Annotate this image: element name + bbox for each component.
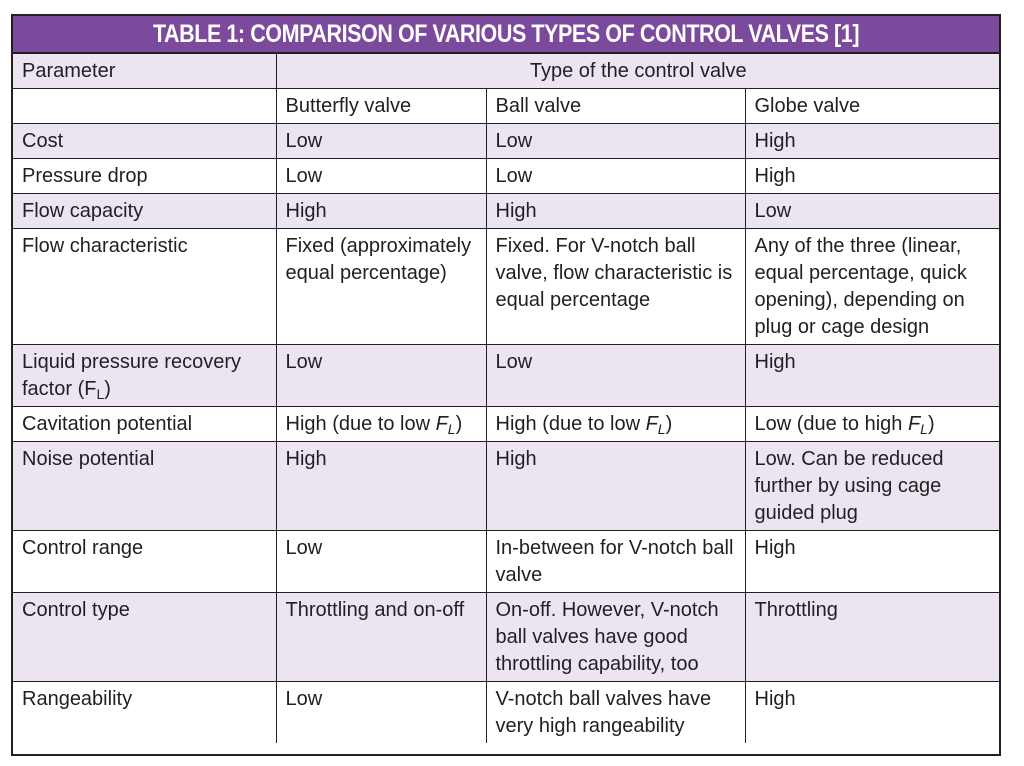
cell-text: Low (due to high (754, 413, 908, 435)
table-row (13, 159, 999, 194)
comparison-table (13, 54, 999, 743)
header-row-2 (13, 89, 999, 124)
cell-butterfly: Low (276, 159, 486, 194)
cell-ball: High (486, 194, 745, 229)
cell-param: Cavitation potential (13, 407, 276, 442)
cell-ball: Low (486, 124, 745, 159)
cell-param: Rangeability (13, 682, 276, 744)
cell-text: High (due to low (285, 413, 436, 435)
cell-butterfly: Low (276, 124, 486, 159)
cell-globe (745, 407, 999, 442)
cell-param: Pressure drop (13, 159, 276, 194)
cell-text-end: ) (455, 413, 463, 435)
fl-letter: F (435, 413, 448, 435)
header-globe: Globe valve (745, 89, 999, 124)
cell-param: Control type (13, 593, 276, 682)
table-row (13, 442, 999, 531)
cell-globe: Low. Can be reduced further by using cage guided plug (745, 442, 999, 531)
table-title: TABLE 1: COMPARISON OF VARIOUS TYPES OF CONTROL VALVES [1] (82, 16, 930, 52)
table-frame (11, 14, 1001, 756)
table-title-bar (13, 16, 999, 54)
cell-butterfly: High (276, 442, 486, 531)
table-row (13, 407, 999, 442)
table-row (13, 345, 999, 407)
cell-ball: Low (486, 345, 745, 407)
cell-ball: In-between for V-notch ball valve (486, 531, 745, 593)
cell-ball (486, 407, 745, 442)
fl-subscript-text: L (657, 421, 666, 437)
cell-butterfly: Low (276, 345, 486, 407)
cell-globe: High (745, 682, 999, 744)
table-row (13, 531, 999, 593)
fl-subscript (448, 421, 456, 437)
cell-globe: High (745, 345, 999, 407)
header-ball: Ball valve (486, 89, 745, 124)
cell-ball: Fixed. For V-notch ball valve, flow characteristic is equal percentage (486, 229, 745, 345)
fl-subscript-text: L (447, 421, 456, 437)
cell-param: Flow capacity (13, 194, 276, 229)
header-type-of-valve: Type of the control valve (276, 54, 999, 89)
cell-globe: Any of the three (linear, equal percentage, quick opening), depending on plug or cage design (745, 229, 999, 345)
param-text-end: ) (104, 378, 111, 400)
header-row-1 (13, 54, 999, 89)
cell-param: Flow characteristic (13, 229, 276, 345)
cell-text: High (due to low (495, 413, 646, 435)
cell-butterfly: Throttling and on-off (276, 593, 486, 682)
fl-subscript (658, 421, 666, 437)
cell-globe: Throttling (745, 593, 999, 682)
param-subscript: L (96, 386, 105, 402)
cell-ball: On-off. However, V-notch ball valves have good throttling capability, too (486, 593, 745, 682)
table-row (13, 682, 999, 744)
table-row (13, 124, 999, 159)
header-parameter: Parameter (13, 54, 276, 89)
cell-butterfly: Fixed (approximately equal percentage) (276, 229, 486, 345)
cell-butterfly (276, 407, 486, 442)
cell-param: Control range (13, 531, 276, 593)
cell-param (13, 345, 276, 407)
cell-globe: High (745, 159, 999, 194)
cell-text-end: ) (927, 413, 935, 435)
cell-ball: Low (486, 159, 745, 194)
cell-globe: Low (745, 194, 999, 229)
cell-param: Cost (13, 124, 276, 159)
fl-letter: F (645, 413, 658, 435)
table-row (13, 194, 999, 229)
cell-butterfly: Low (276, 531, 486, 593)
param-text: Liquid pressure recovery factor (F (22, 351, 241, 400)
header-empty-cell (13, 89, 276, 124)
header-butterfly: Butterfly valve (276, 89, 486, 124)
fl-subscript (920, 421, 928, 437)
table-row (13, 229, 999, 345)
cell-globe: High (745, 124, 999, 159)
cell-ball: V-notch ball valves have very high rangeability (486, 682, 745, 744)
cell-globe: High (745, 531, 999, 593)
cell-text-end: ) (665, 413, 673, 435)
fl-subscript-text: L (920, 421, 928, 437)
cell-butterfly: Low (276, 682, 486, 744)
cell-ball: High (486, 442, 745, 531)
fl-letter: F (907, 413, 921, 435)
cell-butterfly: High (276, 194, 486, 229)
table-row (13, 593, 999, 682)
cell-param: Noise potential (13, 442, 276, 531)
